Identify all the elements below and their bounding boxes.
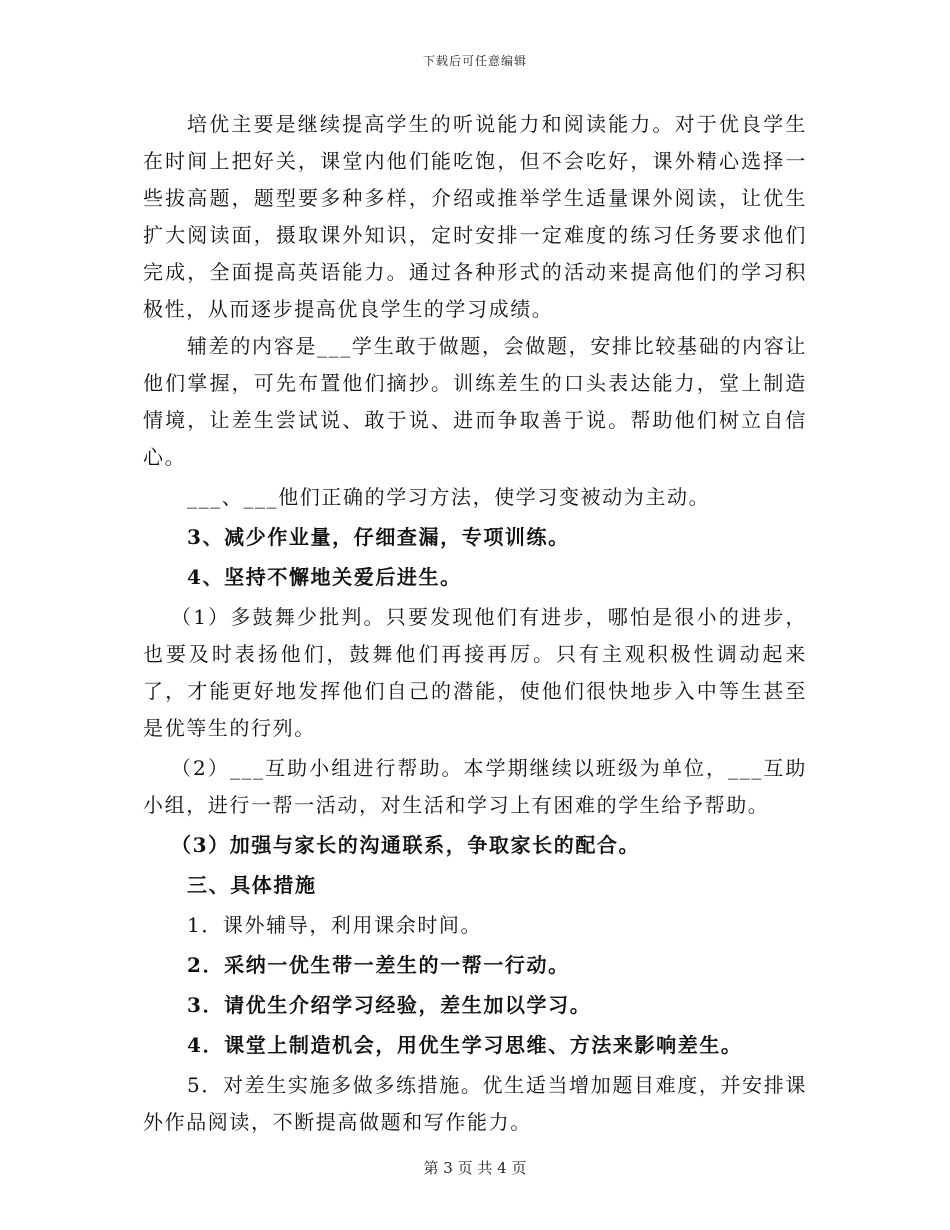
paragraph-weak-students: 辅差的内容是___学生敢于做题，会做题，安排比较基础的内容让他们掌握，可先布置他们摘抄。训练差生的口头表达能力，堂上制造情境，让差生尝试说、敢于说、进而争取善于说。帮助他们树立自信心。: [143, 334, 807, 469]
page-header: 下载后可任意编辑: [422, 54, 527, 68]
page-footer: 第 3 页 共 4 页: [423, 1159, 527, 1177]
sub-item-1-encourage: （1）多鼓舞少批判。只要发现他们有进步，哪怕是很小的进步，也要及时表扬他们，鼓舞他们再接再厉。只有主观积极性调动起来了，才能更好地发挥他们自己的潜能，使他们很快地步入中等生甚至是优等生的行列。: [143, 605, 807, 740]
measure-1: 1．课外辅导，利用课余时间。: [187, 913, 483, 937]
sub-item-3-parents: （3）加强与家长的沟通联系，争取家长的配合。: [171, 833, 641, 857]
document-body: [143, 106, 807, 1141]
measure-5: 5．对差生实施多做多练措施。优生适当增加题目难度，并安排课外作品阅读，不断提高做题和写作能力。: [143, 1073, 807, 1134]
paragraph-study-methods: ___、___他们正确的学习方法，使学习变被动为主动。: [187, 485, 711, 509]
measure-2: 2．采纳一优生带一差生的一帮一行动。: [187, 953, 570, 977]
section-heading-measures: 三、具体措施: [187, 873, 317, 897]
paragraph-excellent-students: 培优主要是继续提高学生的听说能力和阅读能力。对于优良学生在时间上把好关，课堂内他们能吃饱，但不会吃好，课外精心选择一些拔高题，题型要多种多样，介绍或推举学生适量课外阅读，让优生扩大阅读面，摄取课外知识，定时安排一定难度的练习任务要求他们完成，全面提高英语能力。通过各种形式的活动来提高他们的学习积极性，从而逐步提高优良学生的学习成绩。: [143, 112, 807, 321]
item-4-care-students: 4、坚持不懈地关爱后进生。: [187, 565, 462, 589]
sub-item-2-mutual-aid: （2）___互助小组进行帮助。本学期继续以班级为单位，___互助小组，进行一帮一活动，对生活和学习上有困难的学生给予帮助。: [143, 756, 807, 817]
measure-4: 4．课堂上制造机会，用优生学习思维、方法来影响差生。: [187, 1033, 743, 1057]
item-3-reduce-homework: 3、减少作业量，仔细查漏，专项训练。: [187, 525, 570, 549]
measure-3: 3．请优生介绍学习经验，差生加以学习。: [187, 993, 592, 1017]
